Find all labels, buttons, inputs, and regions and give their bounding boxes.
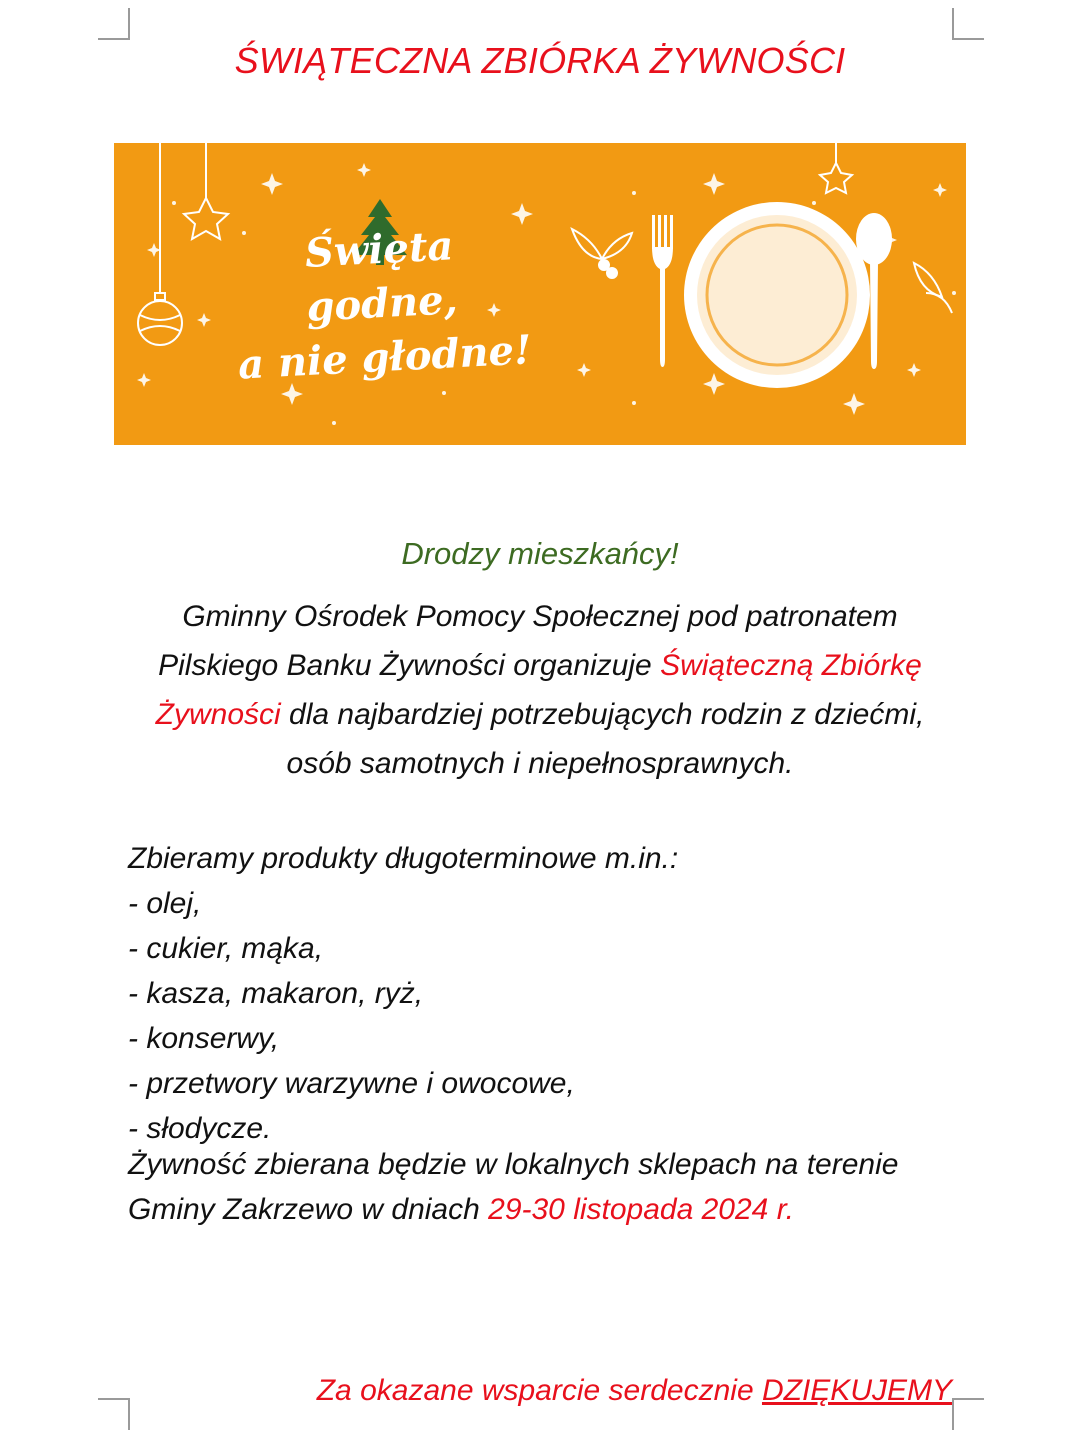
banner-slogan	[228, 215, 536, 392]
plate-icon	[684, 202, 870, 388]
product-list	[128, 881, 952, 1151]
intro-text-2: dla najbardziej potrzebujących rodzin z dziećmi, osób samotnych i niepełnosprawnych.	[286, 698, 925, 780]
bauble-icon	[138, 143, 182, 345]
dates-text: Żywność zbierana będzie w lokalnych sklepach na terenie Gminy Zakrzewo w dniach	[128, 1148, 899, 1226]
list-item: - konserwy,	[128, 1022, 280, 1055]
list-item: - olej,	[128, 887, 202, 920]
dates-highlight: 29-30 listopada 2024 r.	[488, 1193, 794, 1226]
collection-dates-paragraph	[128, 1142, 908, 1232]
crop-mark-top-right	[952, 8, 984, 40]
intro-highlight: Świąteczną Zbiórkę Żywności	[155, 649, 922, 731]
list-item: - kasza, makaron, ryż,	[128, 977, 424, 1010]
slogan-line-1: Święta godne,	[303, 222, 459, 331]
thanks-emphasis: DZIĘKUJEMY	[761, 1374, 952, 1407]
intro-paragraph	[128, 592, 952, 788]
crop-mark-bottom-right	[952, 1398, 984, 1430]
thanks-text: Za okazane wsparcie serdecznie	[316, 1374, 754, 1407]
crop-mark-top-left	[98, 8, 130, 40]
list-item: - słodycze.	[128, 1112, 272, 1145]
list-item: - cukier, mąka,	[128, 932, 324, 965]
page-title: ŚWIĄTECZNA ZBIÓRKA ŻYWNOŚCI	[234, 40, 846, 81]
product-list-heading: Zbieramy produkty długoterminowe m.in.:	[128, 842, 679, 875]
slogan-line-2: a nie głodne!	[236, 326, 533, 389]
product-list-section	[128, 836, 952, 1151]
list-item: - przetwory warzywne i owocowe,	[128, 1067, 575, 1100]
greeting: Drodzy mieszkańcy!	[401, 536, 679, 571]
thanks-line	[317, 1374, 952, 1408]
fork-icon	[652, 215, 673, 367]
banner	[114, 143, 966, 445]
intro-text-1: Gminny Ośrodek Pomocy Społecznej pod patronatem Pilskiego Banku Żywności organizuje	[158, 600, 898, 682]
crop-mark-bottom-left	[98, 1398, 130, 1430]
